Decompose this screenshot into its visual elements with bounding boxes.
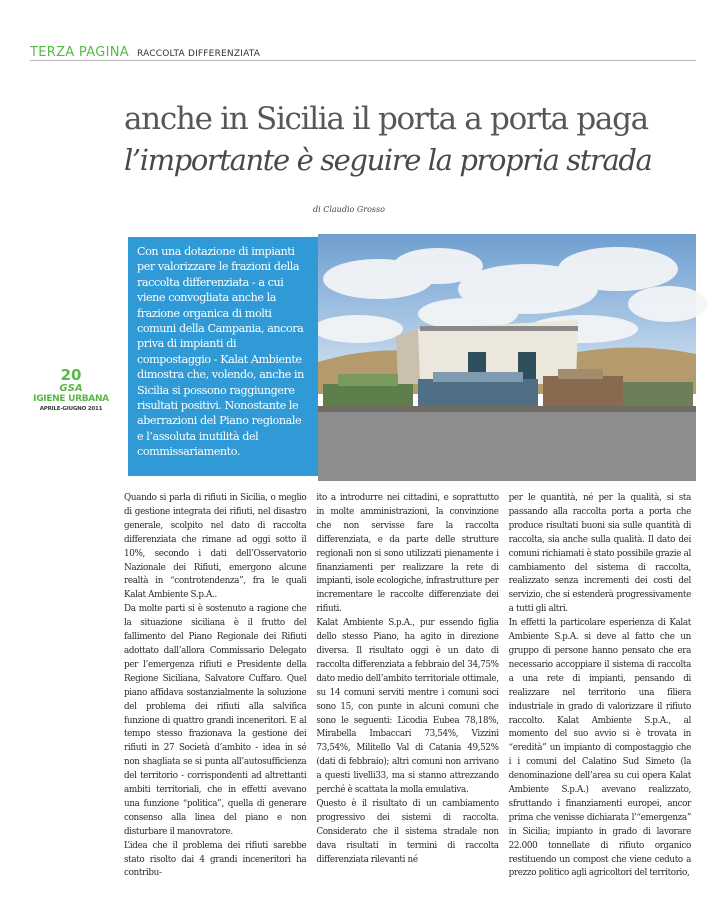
column-2: [316, 492, 498, 867]
paragraph: Questo è il risultato di un cambiamento progressivo dei sistemi di raccolta. Considerato che il sistema stradale non dava risultati in termini di raccolta differenziata rilevanti né: [316, 798, 499, 865]
paragraph: L’idea che il problema dei rifiuti sarebbe stato risolto dai 4 grandi inceneritori ha contribu-: [124, 840, 307, 879]
page-badge: [26, 368, 116, 413]
section-subtitle: RACCOLTA DIFFERENZIATA: [137, 49, 261, 59]
article-body: [124, 492, 691, 879]
article-photo: [318, 234, 696, 481]
paragraph: ito a introdurre nei cittadini, e soprattutto in molte amministrazioni, la convinzione che non servisse fare la raccolta differenziata, e da parte delle strutture regionali non si sono utilizzati pienamente i finanziamenti per realizzare la rete di impianti, isole ecologiche, infrastrutture per incrementare le raccolte differenziate dei rifiuti.: [316, 493, 499, 615]
page-number: 20: [60, 366, 82, 384]
paragraph: Quando si parla di rifiuti in Sicilia, o meglio di gestione integrata dei rifiuti, nel disastro generale, scolpito nel dato di raccolta differenziata che rimane ad oggi sotto il 10%, secondo i dati dell’Osservatorio Nazionale dei Rifiuti, emergono alcune realtà in “controtendenza”, fra le quali Kalat Ambiente S.p.A..: [124, 493, 307, 601]
section-header: [30, 41, 260, 60]
magazine-brand: GSA: [59, 383, 83, 394]
issue-date: APRILE-GIUGNO 2011: [39, 406, 103, 412]
section-name: TERZA PAGINA: [30, 45, 129, 60]
column-1: [124, 492, 307, 879]
article-byline: di Claudio Grosso: [313, 205, 385, 214]
standfirst-box: Con una dotazione di impianti per valorizzare le frazioni della raccolta differenziata - a cui viene convogliata anche la frazione organica di molti comuni della Campania, ancora priva di impianti di compostaggio - Kalat Ambiente dimostra che, volendo, anche in Sicilia si possono raggiungere risultati positivi. Nonostante le aberrazioni del Piano regionale e l’assoluta inutilità del commissariamento.: [128, 237, 318, 476]
article-title: anche in Sicilia il porta a porta paga: [124, 101, 648, 137]
paragraph: Da molte parti si è sostenuto a ragione che la situazione siciliana è il frutto del fallimento del Piano Regionale dei Rifiuti adottato dall’allora Commissario Delegato per l’emergenza rifiuti e Presidente della Regione Siciliana, Salvatore Cuffaro. Quel piano affidava sostanzialmente la soluzione del problema dei rifiuti alla salvifica funzione di quattro grandi inceneritori. E al tempo stesso frazionava la gestione dei rifiuti in 27 Società d’ambito - idea in sé non shagliata se si punta all’autosufficienza del territorio - corrispondenti ad altrettanti ambiti territoriali, che in effetti avevano una funzione “politica”, quella di generare consenso alla linea del piano e non disturbare il manovratore.: [124, 604, 307, 837]
header-divider: [30, 60, 696, 61]
article-subtitle: l’importante è seguire la propria strada: [124, 143, 652, 177]
paragraph: per le quantità, né per la qualità, si sta passando alla raccolta porta a porta che produce risultati buoni sia sulle quantità di raccolta, sia anche sulla qualità. Il dato dei comuni richiamati è stato possibile grazie al cambiamento del sistema di raccolta, realizzato senza incrementi dei costi del servizio, che si estenderà progressivamente a tutti gli altri.: [508, 493, 691, 615]
magazine-name: IGIENE URBANA: [33, 394, 109, 404]
photo-ground: [318, 406, 696, 481]
paragraph: Kalat Ambiente S.p.A., pur essendo figlia dello stesso Piano, ha agito in direzione diversa. Il risultato oggi è un dato di raccolta differenziata a febbraio del 34,75% dato medio dell’ambito territoriale ottimale, su 14 comuni serviti mentre i comuni soci sono 15, con punte in alcuni comuni che sono le seguenti: Licodia Eubea 78,18%, Mirabella Imbaccari 73,54%, Vizzini 73,54%, Militello Val di Catania 49,52% (dati di febbraio); altri comuni non arrivano a questi livelli33, ma si stanno attrezzando perché è scattata la molla emulativa.: [316, 618, 499, 796]
column-3: [508, 492, 691, 879]
paragraph: In effetti la particolare esperienza di Kalat Ambiente S.p.A. si deve al fatto che un gruppo di persone hanno pensato che era necessario accoppiare il sistema di raccolta a una rete di impianti, pensando di realizzare nel territorio una filiera industriale in grado di valorizzare il rifiuto raccolto. Kalat Ambiente S.p.A., al momento del suo avvio si è trovata in “eredità” un impianto di compostaggio che i i comuni del Calatino Sud Simeto (la denominazione dell’area su cui opera Kalat Ambiente S.p.A.) avevano realizzato, sfruttando i finanziamenti europei, ancor prima che venisse dichiarata l’“emergenza” in Sicilia; impianto in grado di lavorare 22.000 tonnellate di rifiuto organico restituendo un compost che viene ceduto a prezzo politico agli agricoltori del territorio,: [508, 618, 691, 879]
